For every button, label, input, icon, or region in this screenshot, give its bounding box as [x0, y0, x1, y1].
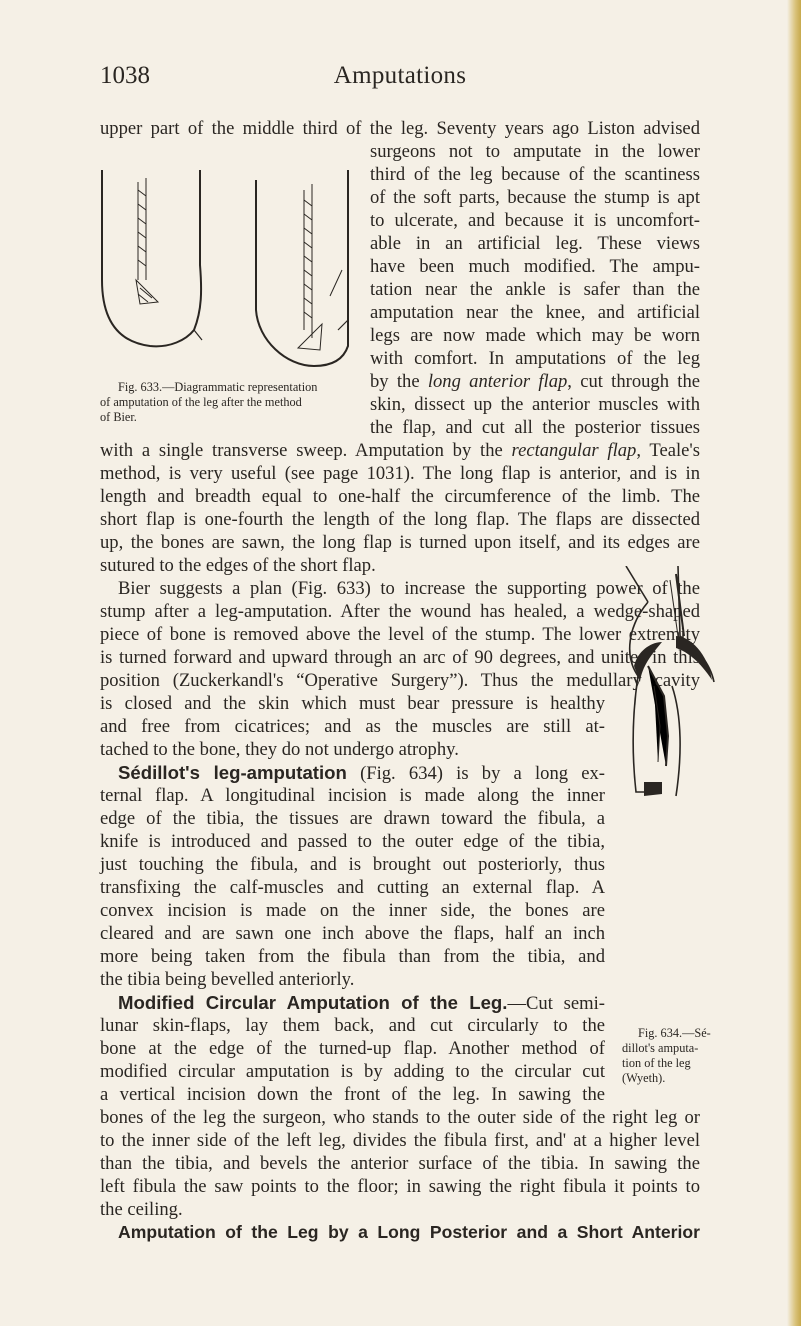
text-line-22: stump after a leg-amputation. After the wound has healed, a wedge-shaped [100, 601, 700, 622]
section-heading: Amputation of the Leg by a Long Posterior and a Short Anterior [118, 1222, 700, 1242]
text-line-48: the ceiling. [100, 1199, 183, 1220]
text-line-17: length and breadth equal to one-half the circumference of the limb. The [100, 486, 700, 507]
text-line-30: ternal flap. A longitudinal incision is made along the inner [100, 785, 605, 806]
text-line-35: convex incision is made on the inner side, the bones are [100, 900, 605, 921]
text-line-5: to ulcerate, and because it is uncomfort- [370, 210, 700, 231]
text-line-40: lunar skin-flaps, lay them back, and cut circularly to the [100, 1015, 605, 1036]
text-line-41: bone at the edge of the turned-up flap. Another method of [100, 1038, 605, 1059]
text-line-37: more being taken from the fibula than from the tibia, and [100, 946, 605, 967]
text-line-3: third of the leg because of the scantiness [370, 164, 700, 185]
text-line-31: edge of the tibia, the tissues are drawn toward the fibula, a [100, 808, 605, 829]
figure-633-caption: Fig. 633.—Diagrammatic representation of amputation of the leg after the method of Bier. [100, 380, 318, 424]
text-line-24: is turned forward and upward through an arc of 90 degrees, and unites in this [100, 647, 700, 668]
text-line-23: piece of bone is removed above the level of the stump. The lower extremity [100, 624, 700, 645]
page-number: 1038 [100, 62, 150, 89]
text-line-21: Bier suggests a plan (Fig. 633) to increase the supporting power of the [118, 578, 700, 599]
text-line-8: tation near the ankle is safer than the [370, 279, 700, 300]
text-line-7: have been much modified. The ampu- [370, 256, 700, 277]
text-line-18: short flap is one-fourth the length of the long flap. The flaps are dissected [100, 509, 700, 530]
text-line-42: modified circular amputation is by adding to the circular cut [100, 1061, 605, 1082]
text-line-32: knife is introduced and passed to the outer edge of the tibia, [100, 831, 605, 852]
text-line-47: left fibula the saw points to the floor; in sawing the right fibula it points to [100, 1176, 700, 1197]
figure-633-diagram [98, 170, 356, 378]
text-line-10: legs are now made which may be worn [370, 325, 700, 346]
text-line-16: method, is very useful (see page 1031). The long flap is anterior, and is in [100, 463, 700, 484]
text-line-2: surgeons not to amputate in the lower [370, 141, 700, 162]
text-line-4: of the soft parts, because the stump is apt [370, 187, 700, 208]
page-edge [787, 0, 801, 1326]
text-line-45: to the inner side of the left leg, divides the fibula first, and' at a higher level [100, 1130, 700, 1151]
text-line-1: upper part of the middle third of the leg. Seventy years ago Liston advised [100, 118, 700, 139]
text-line-9: amputation near the knee, and artificial [370, 302, 700, 323]
text-line-28: tached to the bone, they do not undergo atrophy. [100, 739, 459, 760]
text-line-27: and free from cicatrices; and as the muscles are still at- [100, 716, 605, 737]
text-line-38: the tibia being bevelled anteriorly. [100, 969, 355, 990]
text-line-46: than the tibia, and bevels the anterior surface of the tibia. In sawing the [100, 1153, 700, 1174]
text-line-15: with a single transverse sweep. Amputation by the rectangular flap, Teale's [100, 440, 701, 461]
text-line-39: Modified Circular Amputation of the Leg.—Cut semi- [118, 992, 605, 1014]
text-line-36: cleared and are sawn one inch above the flaps, half an inch [100, 923, 605, 944]
text-line-25: position (Zuckerkandl's “Operative Surgery”). Thus the medullary cavity [100, 670, 700, 691]
figure-634-caption: Fig. 634.—Sé- dillot's amputa- tion of the leg (Wyeth). [622, 1026, 711, 1085]
text-line-33: just touching the fibula, and is brought out posteriorly, thus [100, 854, 605, 875]
text-line-19: up, the bones are sawn, the long flap is turned upon itself, and its edges are [100, 532, 700, 553]
text-line-44: bones of the leg the surgeon, who stands to the outer side of the right leg or [100, 1107, 700, 1128]
running-title: Amputations [333, 62, 467, 89]
text-line-29: Sédillot's leg-amputation (Fig. 634) is by a long ex- [118, 762, 605, 784]
text-line-11: with comfort. In amputations of the leg [370, 348, 700, 369]
text-line-13: skin, dissect up the anterior muscles with [370, 394, 700, 415]
text-line-14: the flap, and cut all the posterior tissues [370, 417, 700, 438]
text-line-26: is closed and the skin which must bear pressure is healthy [100, 693, 605, 714]
text-line-34: transfixing the calf-muscles and cutting an external flap. A [100, 877, 605, 898]
text-line-20: sutured to the edges of the short flap. [100, 555, 376, 576]
text-line-43: a vertical incision down the front of the leg. In sawing the [100, 1084, 605, 1105]
page-header [100, 62, 700, 98]
text-line-12: by the long anterior flap, cut through the [370, 371, 700, 392]
text-line-6: able in an artificial leg. These views [370, 233, 700, 254]
